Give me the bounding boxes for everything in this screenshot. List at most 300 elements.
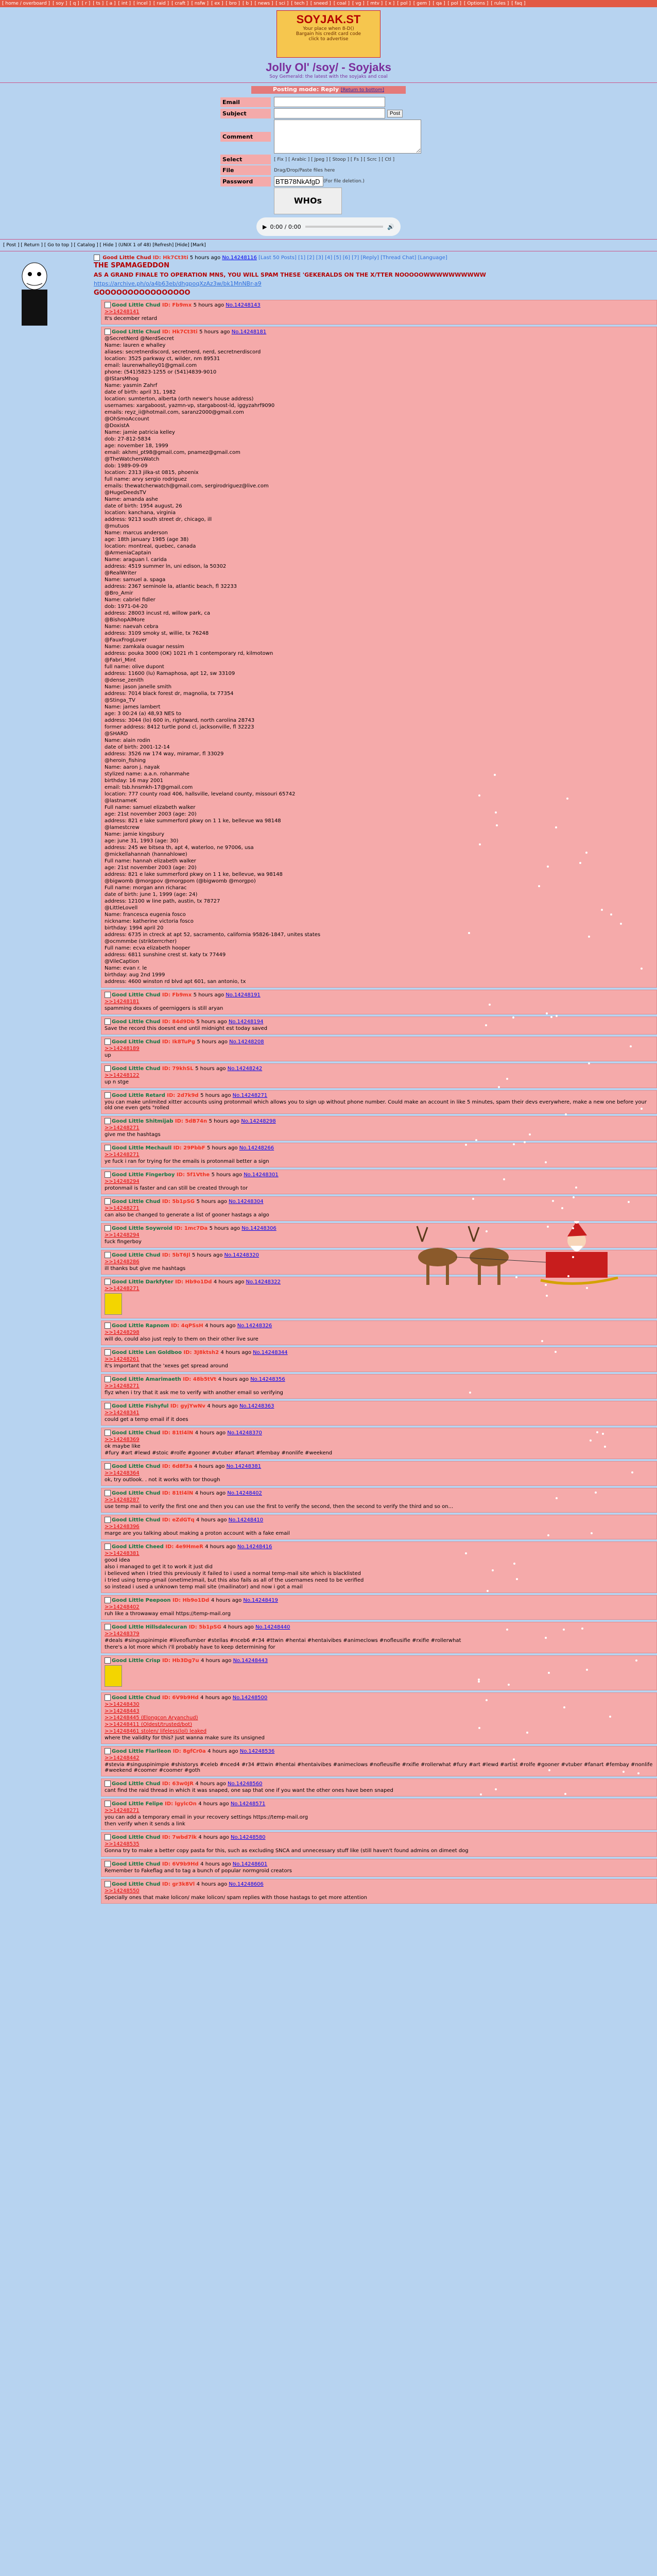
snowflake: [541, 1340, 543, 1342]
poster-name: Good Little Flarlleon: [112, 1749, 173, 1754]
reply-checkbox[interactable]: [105, 1490, 111, 1496]
poster-name: Good Little Fingerboy: [112, 1172, 177, 1178]
quote-link[interactable]: >>14248402: [105, 1604, 140, 1610]
poster-name: Good Little Chud: [112, 1695, 162, 1701]
post-text: can also be changed to generate a list of gooner hastags a algo: [105, 1212, 269, 1218]
poster-id[interactable]: ID: 3J8ktsh2: [183, 1350, 221, 1355]
poster-id[interactable]: ID: 84d9Db: [162, 1019, 197, 1025]
return-link[interactable]: [Return to bottom]: [340, 88, 385, 93]
quote-link[interactable]: >>14248369: [105, 1437, 140, 1443]
reply-header: [105, 1597, 653, 1603]
post-number[interactable]: No.14248356: [250, 1377, 285, 1382]
snowflake: [547, 1226, 549, 1228]
poster-id[interactable]: ID: 6V9b9Hd: [162, 1861, 201, 1867]
reply-checkbox[interactable]: [105, 1198, 111, 1205]
post-time: 4 hours ago: [205, 1323, 237, 1329]
post-text: @FauxFrogLover: [105, 637, 147, 643]
post-number[interactable]: No.14248143: [226, 302, 261, 308]
volume-icon[interactable]: 🔊: [387, 223, 394, 230]
post-text: address: 3109 smoky st, willie, tx 76248: [105, 631, 209, 636]
post-text: Name: jason janelle smith: [105, 684, 172, 690]
poster-id[interactable]: ID: Fb9mx: [162, 992, 194, 998]
reply-checkbox[interactable]: [105, 1861, 111, 1867]
post-text: email: tsb.hnsmkh-17@gmail.com: [105, 785, 193, 790]
snowflake: [579, 862, 581, 864]
quote-link[interactable]: >>14248286: [105, 1259, 140, 1265]
snowflake: [515, 1276, 517, 1278]
topnav-link[interactable]: [ raid ]: [153, 1, 169, 6]
quote-link[interactable]: >>14248550: [105, 1888, 140, 1894]
quote-link[interactable]: >>14248443: [105, 1708, 140, 1714]
snowflake: [545, 1637, 547, 1639]
topnav-link[interactable]: [ faq ]: [511, 1, 526, 6]
post-number[interactable]: No.14248500: [232, 1695, 268, 1701]
post-text: Name: jamie patricia kelley: [105, 430, 175, 435]
poster-id[interactable]: ID: Hb3Dg7u: [162, 1658, 201, 1664]
post-text: date of birth: 1954 august, 26: [105, 503, 182, 509]
topnav-link[interactable]: [ rules ]: [491, 1, 509, 6]
snowflake: [526, 1732, 528, 1734]
op-image[interactable]: [11, 261, 58, 328]
poster-id[interactable]: ID: Hb9o1Dd: [172, 1598, 211, 1603]
poster-name: Good Little Chud: [112, 329, 162, 335]
post-text: @BishopAlMore: [105, 617, 145, 623]
op-url[interactable]: https://archive.ph/o/a4b63eb/dhgpoqXzAz3w/bk1MnNBr-a9: [94, 280, 262, 287]
quote-link[interactable]: >>14248535: [105, 1841, 140, 1847]
topnav-link[interactable]: [ mtv ]: [367, 1, 383, 6]
select-options[interactable]: [ Fix ] [ Arabic ] [ Jpeg ] [ Stoop ] [ Fs ] [ Scrc ] [ Ctl ]: [274, 157, 395, 162]
password-label: Password: [220, 177, 271, 187]
reply-checkbox[interactable]: [105, 1092, 111, 1098]
subject-field[interactable]: [274, 108, 385, 118]
post-text: location: 3525 parkway ct, wilder, nm 89531: [105, 356, 220, 362]
reply-post: [101, 1879, 657, 1904]
post-number[interactable]: No.14248419: [243, 1598, 278, 1603]
quote-link[interactable]: >>14248430: [105, 1702, 140, 1707]
topnav-link[interactable]: [ Options ]: [463, 1, 489, 6]
quote-link[interactable]: >>14248442: [105, 1755, 140, 1761]
poster-name: Good Little Shitmijab: [112, 1118, 175, 1124]
quote-link[interactable]: >>14248271: [105, 1206, 140, 1211]
poster-id[interactable]: ID: 5dB74n: [175, 1118, 209, 1124]
reply-checkbox[interactable]: [105, 1597, 111, 1603]
post-time: 4 hours ago: [196, 1517, 229, 1523]
post-number[interactable]: No.14248298: [241, 1118, 276, 1124]
post-text: Full name: morgan ann richarac: [105, 885, 187, 891]
board-subtitle: Soy Gemerald: the latest with the soyjaks and coal: [269, 74, 388, 79]
quote-link[interactable]: >>14248271: [105, 1286, 140, 1292]
topnav-link[interactable]: [ b ]: [243, 1, 252, 6]
post-time: 5 hours ago: [195, 1066, 228, 1072]
post-text: full name: arvy sergio rodriguez: [105, 477, 187, 482]
post-number[interactable]: No.14248580: [231, 1835, 266, 1840]
quote-link[interactable]: >>14248122: [105, 1073, 140, 1078]
post-text: address: 11600 (lu) Ramaphosa, apt 12, sw 33109: [105, 671, 235, 676]
poster-id[interactable]: ID: 8gfCr0a: [172, 1749, 208, 1754]
topnav-link[interactable]: [ soy ]: [53, 1, 67, 6]
thread-navbar[interactable]: [ Post ] [ Return ] [ Go to top ] [ Catalog ] [ Hide ] (UNIX 1 of 48) [Refresh] [Hide] [Mark]: [3, 243, 206, 248]
op-links[interactable]: [Last 50 Posts] [1] [2] [3] [4] [5] [6] [7] [Reply] [Thread Chat] [Language]: [258, 255, 447, 261]
post-number[interactable]: No.14248322: [246, 1279, 281, 1285]
post-text: fuck fingerboy: [105, 1239, 142, 1245]
topnav-link[interactable]: [ bro ]: [226, 1, 240, 6]
reply-header: [105, 1490, 653, 1496]
poster-id[interactable]: ID: 7wbd7lk: [162, 1835, 199, 1840]
reply-post: [101, 1488, 657, 1513]
snowflake: [566, 798, 568, 800]
topnav-link[interactable]: [ ts ]: [93, 1, 104, 6]
reply-checkbox[interactable]: [105, 1430, 111, 1436]
poster-id[interactable]: ID: 2d7k9d: [167, 1093, 201, 1098]
post-text: cant find the raid thread in which it was snaped, one sap that one if you want the other ones have been snaped: [105, 1788, 393, 1793]
op-number[interactable]: No.14248116: [222, 255, 257, 261]
post-text: so instead i used a unknown temp mail site (mailinator) and now i got a mail: [105, 1584, 303, 1590]
quote-link[interactable]: >>14248271: [105, 1125, 140, 1131]
reply-post: [101, 1622, 657, 1653]
top-navigation: [0, 0, 657, 7]
quote-link[interactable]: >>14248294: [105, 1232, 140, 1238]
post-text: @SHARD: [105, 731, 128, 737]
reply-header: [105, 1881, 653, 1887]
post-text: marge are you talking about making a proton account with a fake email: [105, 1531, 290, 1536]
reply-checkbox[interactable]: [105, 1781, 111, 1787]
reply-header: [105, 1118, 653, 1124]
post-number[interactable]: No.14248242: [227, 1066, 263, 1072]
poster-id[interactable]: ID: 4qPSsH: [171, 1323, 205, 1329]
poster-id[interactable]: ID: 81tl4lN: [162, 1490, 195, 1496]
poster-id[interactable]: ID: Hb9o1Dd: [175, 1279, 214, 1285]
post-number[interactable]: No.14248381: [226, 1464, 262, 1469]
post-time: 4 hours ago: [205, 1544, 237, 1550]
post-text: address: 821 e lake summerford pkwy on 1 1 ke, bellevue wa 98148: [105, 818, 281, 824]
post-number[interactable]: No.14248571: [230, 1801, 266, 1807]
post-text: email: akhmi_pt98@gmail.com, pnamez@gmail.com: [105, 450, 240, 455]
topnav-link[interactable]: [ gem ]: [413, 1, 430, 6]
post-number[interactable]: No.14248370: [227, 1430, 262, 1436]
post-text: Name: cabriel fidler: [105, 597, 155, 603]
reply-checkbox[interactable]: [105, 1881, 111, 1887]
poster-id[interactable]: ID: 6V9b9Hd: [162, 1695, 201, 1701]
topnav-link[interactable]: [ coal ]: [333, 1, 350, 6]
reply-checkbox[interactable]: [105, 1624, 111, 1630]
reply-header: [105, 1544, 653, 1550]
poster-id[interactable]: ID: eZdGTq: [162, 1517, 197, 1523]
post-text: Full name: ecva elizabeth hooper: [105, 945, 191, 951]
post-text: date of birth: june 1, 1999 (age: 24): [105, 892, 198, 897]
quote-link[interactable]: >>14248271: [105, 1808, 140, 1814]
topnav-link[interactable]: [ news ]: [254, 1, 273, 6]
post-number[interactable]: No.14248601: [232, 1861, 268, 1867]
post-text: address: 7014 black forest dr, magnolia, tx 77354: [105, 691, 234, 697]
post-number[interactable]: No.14248606: [229, 1882, 264, 1887]
post-text: Remember to Fakeflag and to tag a bunch of popular normgroid creators: [105, 1868, 292, 1874]
post-text: Full name: hannah elizabeth walker: [105, 858, 196, 864]
topnav-link[interactable]: [ home / overboard ]: [2, 1, 50, 6]
posting-mode-bar: [251, 86, 406, 94]
post-number[interactable]: No.14248326: [237, 1323, 272, 1329]
post-number[interactable]: No.14248271: [232, 1093, 268, 1098]
quote-link[interactable]: >>14248261: [105, 1357, 140, 1362]
post-number[interactable]: No.14248306: [241, 1226, 276, 1231]
post-number[interactable]: No.14248208: [229, 1039, 264, 1045]
site-banner[interactable]: [276, 10, 381, 58]
poster-id[interactable]: ID: 5b1pSG: [188, 1624, 223, 1630]
topnav-link[interactable]: [ incel ]: [133, 1, 151, 6]
topnav-link[interactable]: [ pol ]: [447, 1, 461, 6]
topnav-link[interactable]: [ ex ]: [211, 1, 223, 6]
reply-checkbox[interactable]: [105, 302, 111, 308]
play-icon[interactable]: ▶: [263, 223, 267, 230]
op-subject: Good Little Chud: [102, 255, 151, 261]
reply-checkbox[interactable]: [105, 992, 111, 998]
post-number[interactable]: No.14248301: [244, 1172, 279, 1178]
topnav-link[interactable]: [ craft ]: [171, 1, 189, 6]
password-field[interactable]: [274, 176, 323, 187]
post-text: @TheWatchersWatch: [105, 456, 160, 462]
op-post: [0, 255, 657, 1904]
attached-image[interactable]: [105, 1665, 122, 1687]
post-text: good idea: [105, 1557, 130, 1563]
post-time: 4 hours ago: [223, 1624, 255, 1630]
poster-id[interactable]: ID: lgylcOn: [165, 1801, 199, 1807]
post-number[interactable]: No.14248410: [228, 1517, 264, 1523]
post-text: location: kanchana, virginia: [105, 510, 176, 516]
reply-post: [101, 1859, 657, 1877]
poster-id[interactable]: ID: gyjYwNv: [170, 1403, 208, 1409]
banner-line2: Bargain his credit card code: [296, 31, 361, 37]
snowflake: [581, 1628, 583, 1630]
reply-checkbox[interactable]: [105, 1748, 111, 1754]
reply-header: [105, 302, 653, 308]
post-text: Name: marcus anderson: [105, 530, 168, 536]
reply-checkbox[interactable]: [105, 1172, 111, 1178]
reply-checkbox[interactable]: [105, 1118, 111, 1124]
snowflake: [630, 1045, 632, 1047]
poster-id[interactable]: ID: 81tl4lN: [162, 1430, 195, 1436]
post-number[interactable]: No.14248440: [255, 1624, 290, 1630]
quote-link[interactable]: >>14248271: [105, 1383, 140, 1389]
reply-header: [105, 1065, 653, 1072]
poster-name: Good Little Chud: [112, 1464, 162, 1469]
quote-link[interactable]: >>14248461 stolen/ lifeless(lol) leaked: [105, 1728, 207, 1734]
reply-checkbox[interactable]: [105, 1225, 111, 1231]
quote-link[interactable]: >>14248379: [105, 1631, 140, 1637]
snowflake: [641, 1108, 643, 1110]
snowflake: [590, 1439, 592, 1442]
reply-checkbox[interactable]: [105, 1145, 111, 1151]
comment-field[interactable]: [274, 120, 421, 154]
topnav-link[interactable]: [ int ]: [118, 1, 131, 6]
reply-checkbox[interactable]: [105, 1544, 111, 1550]
poster-id[interactable]: ID: 5bT6Jl: [162, 1252, 192, 1258]
post-text: @bigwomb @morgpov @morgpom (@bigwomb @morgpo): [105, 878, 256, 884]
poster-name: Good Little Soywroid: [112, 1226, 175, 1231]
quote-link[interactable]: >>14248181: [105, 999, 140, 1005]
reply-checkbox[interactable]: [105, 1065, 111, 1072]
snowflake: [604, 1446, 606, 1448]
reply-checkbox[interactable]: [105, 1039, 111, 1045]
post-number[interactable]: No.14248181: [231, 329, 267, 335]
reply-checkbox[interactable]: [105, 1801, 111, 1807]
poster-id[interactable]: ID: Fb9mx: [162, 302, 194, 308]
quote-link[interactable]: >>14248445 (Elongcon Aryanchud): [105, 1715, 198, 1721]
reply-header: [105, 1019, 653, 1025]
poster-id[interactable]: ID: 63w0JR: [162, 1781, 196, 1787]
post-number[interactable]: No.14248363: [239, 1403, 274, 1409]
banner-title: SOYJAK.ST: [296, 13, 361, 26]
post-number[interactable]: No.14248344: [253, 1350, 288, 1355]
poster-id[interactable]: ID: 5f1Vthe: [176, 1172, 212, 1178]
quote-link[interactable]: >>14248411 (Oldest/trusted/bot): [105, 1722, 193, 1727]
post-text: address: 4600 winston rd blvd apt 601, san antonio, tx: [105, 979, 246, 985]
poster-id[interactable]: ID: 4e9HmeR: [165, 1544, 205, 1550]
reply-checkbox[interactable]: [105, 1323, 111, 1329]
reply-checkbox[interactable]: [105, 1252, 111, 1258]
comment-label: Comment: [220, 132, 271, 142]
quote-link[interactable]: >>14248341: [105, 1410, 140, 1416]
snowflake: [529, 1133, 531, 1136]
post-number[interactable]: No.14248191: [226, 992, 261, 998]
topnav-link[interactable]: [ qa ]: [433, 1, 445, 6]
poster-id[interactable]: ID: Hk7Ct3ti: [162, 329, 200, 335]
post-text: @RealWriter: [105, 570, 137, 576]
snowflake: [610, 913, 612, 916]
reply-checkbox[interactable]: [105, 1694, 111, 1701]
poster-id[interactable]: ID: 5b1pSG: [162, 1199, 197, 1205]
poster-id[interactable]: ID: 48b5tVt: [183, 1377, 218, 1382]
post-text: will do, could also just reply to them on their other live sure: [105, 1336, 258, 1342]
post-text: dob: 27-812-5834: [105, 436, 151, 442]
post-text: @IStarsMhog: [105, 376, 139, 382]
reply-post: [101, 1347, 657, 1372]
post-text: @VileCaption: [105, 959, 139, 964]
poster-name: Good Little Chud: [112, 1019, 162, 1025]
reply-post: [101, 1595, 657, 1620]
reply-checkbox[interactable]: [105, 1349, 111, 1355]
snowflake: [469, 1392, 471, 1394]
quote-link[interactable]: >>14248396: [105, 1524, 140, 1530]
post-number[interactable]: No.14248416: [237, 1544, 272, 1550]
poster-name: Good Little Chud: [112, 1066, 162, 1072]
poster-id[interactable]: ID: gr3k8Vl: [162, 1882, 197, 1887]
topnav-link[interactable]: [ sci ]: [275, 1, 289, 6]
post-text: @mutuos: [105, 523, 129, 529]
post-time: 4 hours ago: [220, 1350, 253, 1355]
post-text: location: montreal, quebec, canada: [105, 544, 196, 549]
quote-link[interactable]: >>14248364: [105, 1470, 140, 1476]
quote-link[interactable]: >>14248141: [105, 309, 140, 315]
replies-list: [90, 300, 657, 1904]
post-number[interactable]: No.14248304: [229, 1199, 264, 1205]
post-number[interactable]: No.14248402: [227, 1490, 262, 1496]
reply-checkbox[interactable]: [105, 1463, 111, 1469]
quote-link[interactable]: >>14248294: [105, 1179, 140, 1184]
reply-checkbox[interactable]: [105, 1279, 111, 1285]
post-number[interactable]: No.14248320: [224, 1252, 259, 1258]
quote-link[interactable]: >>14248287: [105, 1497, 140, 1503]
post-time: 4 hours ago: [198, 1835, 231, 1840]
reply-post: [101, 1116, 657, 1141]
quote-link[interactable]: >>14248381: [105, 1551, 140, 1556]
reply-checkbox[interactable]: [105, 1834, 111, 1840]
attached-image[interactable]: [105, 1293, 122, 1315]
post-time: 5 hours ago: [197, 1039, 230, 1045]
op-checkbox[interactable]: [94, 255, 100, 261]
topnav-link[interactable]: [ nsfw ]: [191, 1, 209, 6]
snowflake: [506, 1078, 508, 1080]
poster-id[interactable]: ID: 29PbbF: [173, 1145, 208, 1151]
op-title: THE SPAMAGEDDON: [94, 262, 169, 269]
poster-name: Good Little Crisp: [112, 1658, 162, 1664]
op-tagline: GOOOOOOOOOOOOOOOO: [94, 289, 191, 297]
poster-id[interactable]: ID: 79khSL: [162, 1066, 196, 1072]
topnav-link[interactable]: [ a ]: [106, 1, 116, 6]
poster-id[interactable]: ID: 6d8f3a: [162, 1464, 194, 1469]
post-button[interactable]: Post: [387, 110, 403, 117]
audio-progress-bar[interactable]: [305, 226, 384, 228]
reply-header: [105, 1092, 653, 1098]
post-text: Specially ones that make lolicon/ make lolicon/ spam replies with those hastags to get more attention: [105, 1895, 367, 1901]
post-number[interactable]: No.14248536: [239, 1749, 275, 1754]
reply-checkbox[interactable]: [105, 1403, 111, 1409]
quote-link[interactable]: >>14248189: [105, 1046, 140, 1052]
reply-checkbox[interactable]: [105, 329, 111, 335]
file-dropzone[interactable]: Drag/Drop/Paste files here: [274, 167, 335, 173]
reply-header: [105, 992, 653, 998]
topnav-link[interactable]: [ r ]: [81, 1, 91, 6]
divider: [0, 239, 657, 240]
reply-checkbox[interactable]: [105, 1517, 111, 1523]
post-text: age: june 31, 1993 (age: 30): [105, 838, 179, 844]
audio-time: 0:00 / 0:00: [270, 223, 301, 230]
post-form: [220, 97, 437, 214]
post-text: @lastnameK: [105, 798, 137, 804]
topnav-link[interactable]: [ sneed ]: [310, 1, 331, 6]
poster-id[interactable]: ID: Ik8TuPg: [162, 1039, 197, 1045]
post-number[interactable]: No.14248194: [228, 1019, 264, 1025]
topnav-link[interactable]: [ vg ]: [352, 1, 365, 6]
post-time: 5 hours ago: [211, 1172, 244, 1178]
post-text: @ArmeniaCaptain: [105, 550, 151, 556]
topnav-link[interactable]: [ pol ]: [397, 1, 411, 6]
poster-name: Good Little Felipe: [112, 1801, 165, 1807]
post-text: emails: thewatcherwatch@gmail.com, sergirodriguez@live.com: [105, 483, 269, 489]
post-text: address: 3526 nw 174 way, miramar, fl 33029: [105, 751, 224, 757]
post-number[interactable]: No.14248560: [228, 1781, 263, 1787]
post-text: Name: alain rodin: [105, 738, 150, 743]
quote-link[interactable]: >>14248271: [105, 1152, 140, 1158]
email-field[interactable]: [274, 97, 385, 107]
topnav-link[interactable]: [ tech ]: [291, 1, 308, 6]
audio-player[interactable]: [256, 217, 401, 236]
quote-link[interactable]: >>14248298: [105, 1330, 140, 1335]
post-text: address: 6811 sunshine crest st. katy tx 77449: [105, 952, 226, 958]
topnav-link[interactable]: [ q ]: [70, 1, 79, 6]
reply-post: [101, 327, 657, 988]
post-text: email: laurenwhalley01@gmail.com: [105, 363, 197, 368]
post-number[interactable]: No.14248443: [233, 1658, 268, 1664]
reply-checkbox[interactable]: [105, 1019, 111, 1025]
reply-checkbox[interactable]: [105, 1657, 111, 1664]
file-label: File: [220, 165, 271, 175]
snowflake: [524, 1141, 526, 1143]
reply-post: [101, 1541, 657, 1593]
topnav-link[interactable]: [ x ]: [385, 1, 395, 6]
post-text: also i managed to get it to work it just did: [105, 1564, 213, 1570]
reply-checkbox[interactable]: [105, 1376, 111, 1382]
post-number[interactable]: No.14248266: [239, 1145, 274, 1151]
poster-id[interactable]: ID: 1mc7Da: [174, 1226, 210, 1231]
